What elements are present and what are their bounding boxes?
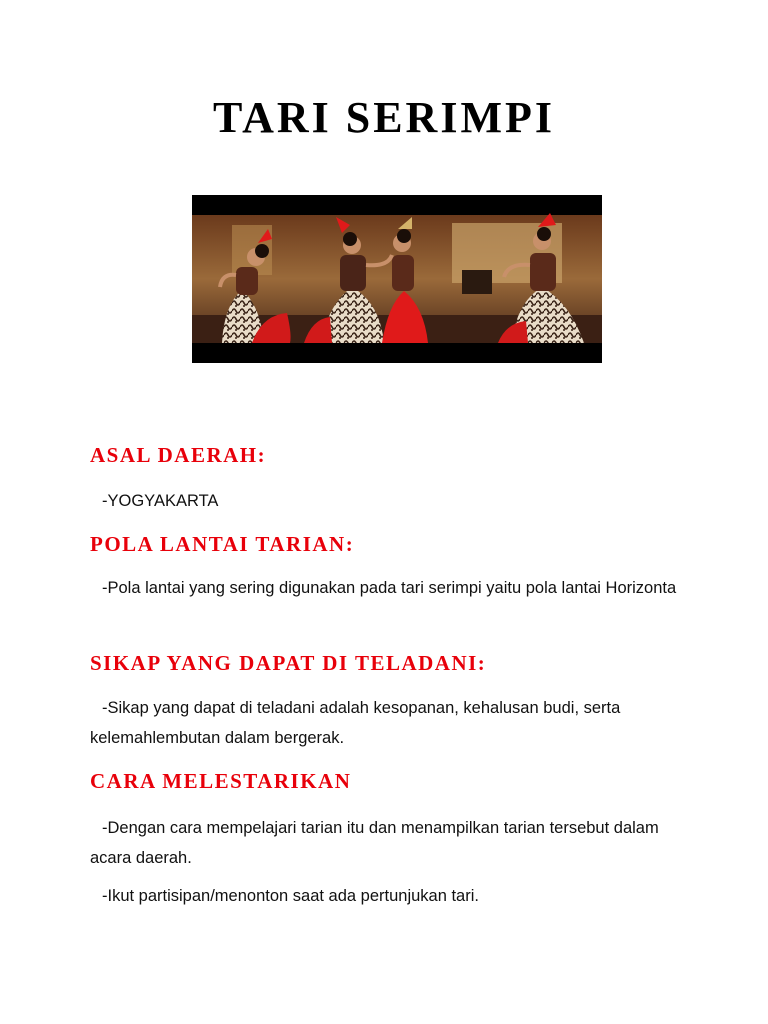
section-heading-sikap: SIKAP YANG DAPAT DI TELADANI:: [90, 651, 487, 675]
page-title: TARI SERIMPI: [212, 93, 555, 142]
section-heading-pola-lantai: POLA LANTAI TARIAN:: [90, 532, 355, 556]
paragraph-sikap: -Sikap yang dapat di teladani adalah kesopanan, kehalusan budi, serta kelemahlembutan dalam bergerak.: [90, 699, 621, 747]
dance-photo-illustration: [192, 195, 602, 363]
paragraph-asal-daerah: -YOGYAKARTA: [102, 492, 219, 510]
paragraph-cara-melestarikan-1: -Dengan cara mempelajari tarian itu dan menampilkan tarian tersebut dalam acara daerah.: [90, 819, 659, 867]
paragraph-cara-melestarikan-2: -Ikut partisipan/menonton saat ada pertunjukan tari.: [102, 887, 479, 905]
dance-photo: [192, 195, 602, 363]
section-heading-cara-melestarikan: CARA MELESTARIKAN: [90, 769, 352, 793]
paragraph-pola-lantai: -Pola lantai yang sering digunakan pada tari serimpi yaitu pola lantai Horizonta: [102, 579, 677, 597]
section-heading-asal-daerah: ASAL DAERAH:: [90, 443, 267, 467]
